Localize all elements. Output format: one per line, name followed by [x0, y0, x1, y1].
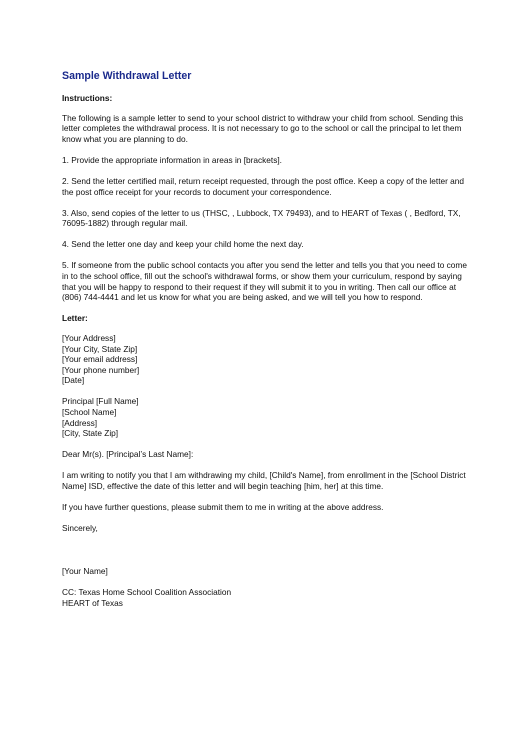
step-3: 3. Also, send copies of the letter to us (THSC, , Lubbock, TX 79493), and to HEART of Texas ( , Bedford, TX, 76095-1882) through regular mail.	[62, 207, 461, 229]
step-5: 5. If someone from the public school contacts you after you send the letter and tells you that you need to come in to the school office, fill out the school's withdrawal forms, or show them your curriculum, respond by saying that you will be happy to respond to their request if they will submit it to you in writing. Then call our office at (806) 744-4441 and let us know for what you are being asked, and we will tell you how to respond.	[62, 260, 467, 303]
sender-city: [Your City, State Zip]	[62, 343, 138, 354]
letter-heading: Letter:	[62, 313, 88, 324]
cc-block	[62, 587, 472, 608]
sender-email: [Your email address]	[62, 354, 138, 365]
salutation: Dear Mr(s). [Principal’s Last Name]:	[62, 449, 194, 460]
closing: Sincerely,	[62, 523, 98, 534]
step-1: 1. Provide the appropriate information in areas in [brackets].	[62, 154, 282, 165]
cc-line-1: CC: Texas Home School Coalition Association	[62, 587, 232, 598]
sender-date: [Date]	[62, 375, 85, 386]
recipient-address: [Address]	[62, 417, 98, 428]
sender-phone: [Your phone number]	[62, 364, 140, 375]
cc-line-2: HEART of Texas	[62, 597, 123, 608]
recipient-school: [School Name]	[62, 406, 117, 417]
signature-name: [Your Name]	[62, 566, 108, 577]
body-paragraph-2: If you have further questions, please submit them to me in writing at the above address.	[62, 502, 384, 513]
recipient-principal: Principal [Full Name]	[62, 396, 139, 407]
body-paragraph-1: I am writing to notify you that I am withdrawing my child, [Child's Name], from enrollment in the [School District Name] ISD, effective the date of this letter and will begin teaching [him, her] at this time.	[62, 470, 466, 491]
instructions-heading: Instructions:	[62, 93, 113, 103]
signature-space	[62, 544, 472, 566]
recipient-city: [City, State Zip]	[62, 428, 119, 439]
step-2: 2. Send the letter certified mail, return receipt requested, through the post office. Keep a copy of the letter and the post office receipt for your records to document your correspondence.	[62, 175, 465, 197]
page-title: Sample Withdrawal Letter	[62, 70, 192, 82]
sender-address: [Your Address]	[62, 332, 116, 343]
document-page	[62, 70, 472, 619]
intro-paragraph: The following is a sample letter to send to your school district to withdraw your child from school. Sending this letter completes the withdrawal process. It is not necessary to go to the school or call the principal to let them know what you are planning to do.	[62, 112, 464, 144]
recipient-block	[62, 396, 472, 438]
sender-block	[62, 333, 472, 386]
step-4: 4. Send the letter one day and keep your child home the next day.	[62, 239, 304, 250]
